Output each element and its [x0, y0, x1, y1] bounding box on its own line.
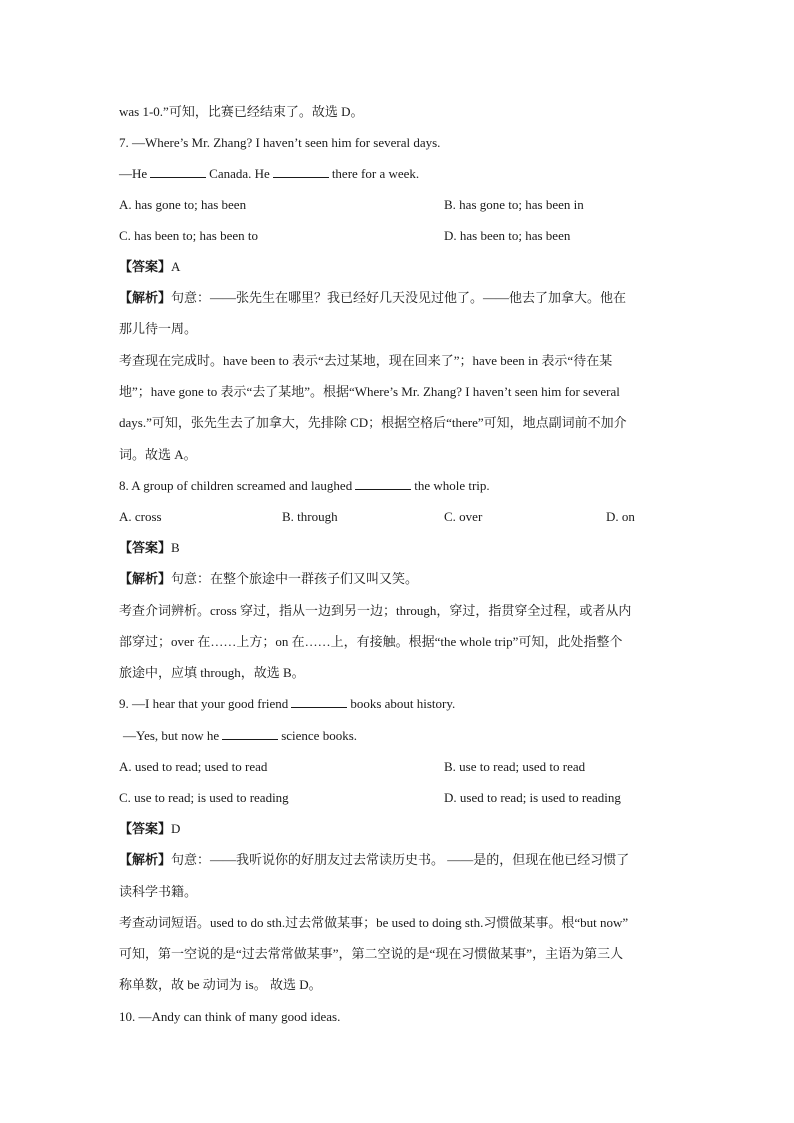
question-8-stem	[119, 478, 490, 494]
explanation-text: 称单数，故 be 动词为 is。 故选 D。	[119, 977, 322, 992]
option-a: A. has gone to; has been	[119, 197, 247, 212]
question-9-line2	[123, 728, 357, 744]
answer-blank	[150, 166, 206, 178]
text-line: was 1-0.”可知，比赛已经结束了。故选 D。	[119, 104, 364, 119]
text-segment: —He	[119, 166, 148, 181]
text-segment: science books.	[281, 728, 357, 743]
explanation-text: 词。故选 A。	[119, 447, 197, 462]
explanation-line	[119, 290, 626, 306]
explanation-label: 【解析】	[119, 571, 172, 586]
explanation-text: 考查动词短语。used to do sth.过去常做某事；be used to doing sth.习惯做某事。根“but now”	[119, 915, 629, 930]
option-d: D. has been to; has been	[444, 228, 571, 243]
answer-label: 【答案】	[119, 540, 172, 555]
text-segment: 8. A group of children screamed and laughed	[119, 478, 353, 493]
text-segment: 9. —I hear that your good friend	[119, 696, 289, 711]
answer-line	[119, 540, 180, 556]
explanation-text: 旅途中，应填 through，故选 B。	[119, 665, 305, 680]
option-d: D. used to read; is used to reading	[444, 790, 621, 805]
explanation-text: 句意：——张先生在哪里？我已经好几天没见过他了。——他去了加拿大。他在	[171, 290, 627, 305]
option-a: A. cross	[119, 509, 162, 524]
question-9-stem	[119, 696, 455, 712]
option-b: B. use to read; used to read	[444, 759, 586, 774]
answer-value: D	[171, 821, 181, 836]
explanation-text: 句意：——我听说你的好朋友过去常读历史书。 ——是的，但现在他已经习惯了	[171, 852, 630, 867]
question-10-stem: 10. —Andy can think of many good ideas.	[119, 1009, 341, 1024]
answer-label: 【答案】	[119, 259, 172, 274]
explanation-label: 【解析】	[119, 290, 172, 305]
answer-line	[119, 821, 180, 837]
question-7-line2	[119, 166, 419, 182]
explanation-text: 读科学书籍。	[119, 884, 198, 899]
text-segment: —Yes, but now he	[123, 728, 220, 743]
option-a: A. used to read; used to read	[119, 759, 268, 774]
explanation-text: 考查介词辨析。cross 穿过，指从一边到另一边；through，穿过，指贯穿全过程，或者从内	[119, 603, 632, 618]
option-d: D. on	[606, 509, 635, 524]
explanation-text: days.”可知，张先生去了加拿大，先排除 CD；根据空格后“there”可知，地点副词前不加介	[119, 415, 627, 430]
explanation-text: 句意：在整个旅途中一群孩子们又叫又笑。	[171, 571, 419, 586]
text-segment: Canada. He	[209, 166, 270, 181]
option-b: B. through	[282, 509, 338, 524]
answer-blank	[355, 478, 411, 490]
option-b: B. has gone to; has been in	[444, 197, 584, 212]
answer-blank	[222, 728, 278, 740]
answer-line	[119, 259, 180, 275]
answer-label: 【答案】	[119, 821, 172, 836]
option-c: C. use to read; is used to reading	[119, 790, 289, 805]
answer-blank	[291, 696, 347, 708]
answer-blank	[273, 166, 329, 178]
explanation-line	[119, 571, 418, 587]
answer-value: A	[171, 259, 181, 274]
option-c: C. over	[444, 509, 483, 524]
explanation-line	[119, 852, 629, 868]
text-segment: there for a week.	[331, 166, 420, 181]
option-c: C. has been to; has been to	[119, 228, 258, 243]
text-segment: the whole trip.	[414, 478, 490, 493]
explanation-text: 地”；have gone to 表示“去了某地”。根据“Where’s Mr. Zhang? I haven’t seen him for several	[119, 384, 620, 399]
text-segment: books about history.	[350, 696, 456, 711]
answer-value: B	[171, 540, 180, 555]
explanation-text: 考查现在完成时。have been to 表示“去过某地，现在回来了”；have been in 表示“待在某	[119, 353, 613, 368]
explanation-text: 那儿待一周。	[119, 321, 198, 336]
question-7-stem: 7. —Where’s Mr. Zhang? I haven’t seen him for several days.	[119, 135, 441, 150]
explanation-label: 【解析】	[119, 852, 172, 867]
explanation-text: 可知，第一空说的是“过去常常做某事”，第二空说的是“现在习惯做某事”，主语为第三人	[119, 946, 624, 961]
explanation-text: 部穿过；over 在……上方；on 在……上，有接触。根据“the whole trip”可知，此处指整个	[119, 634, 623, 649]
